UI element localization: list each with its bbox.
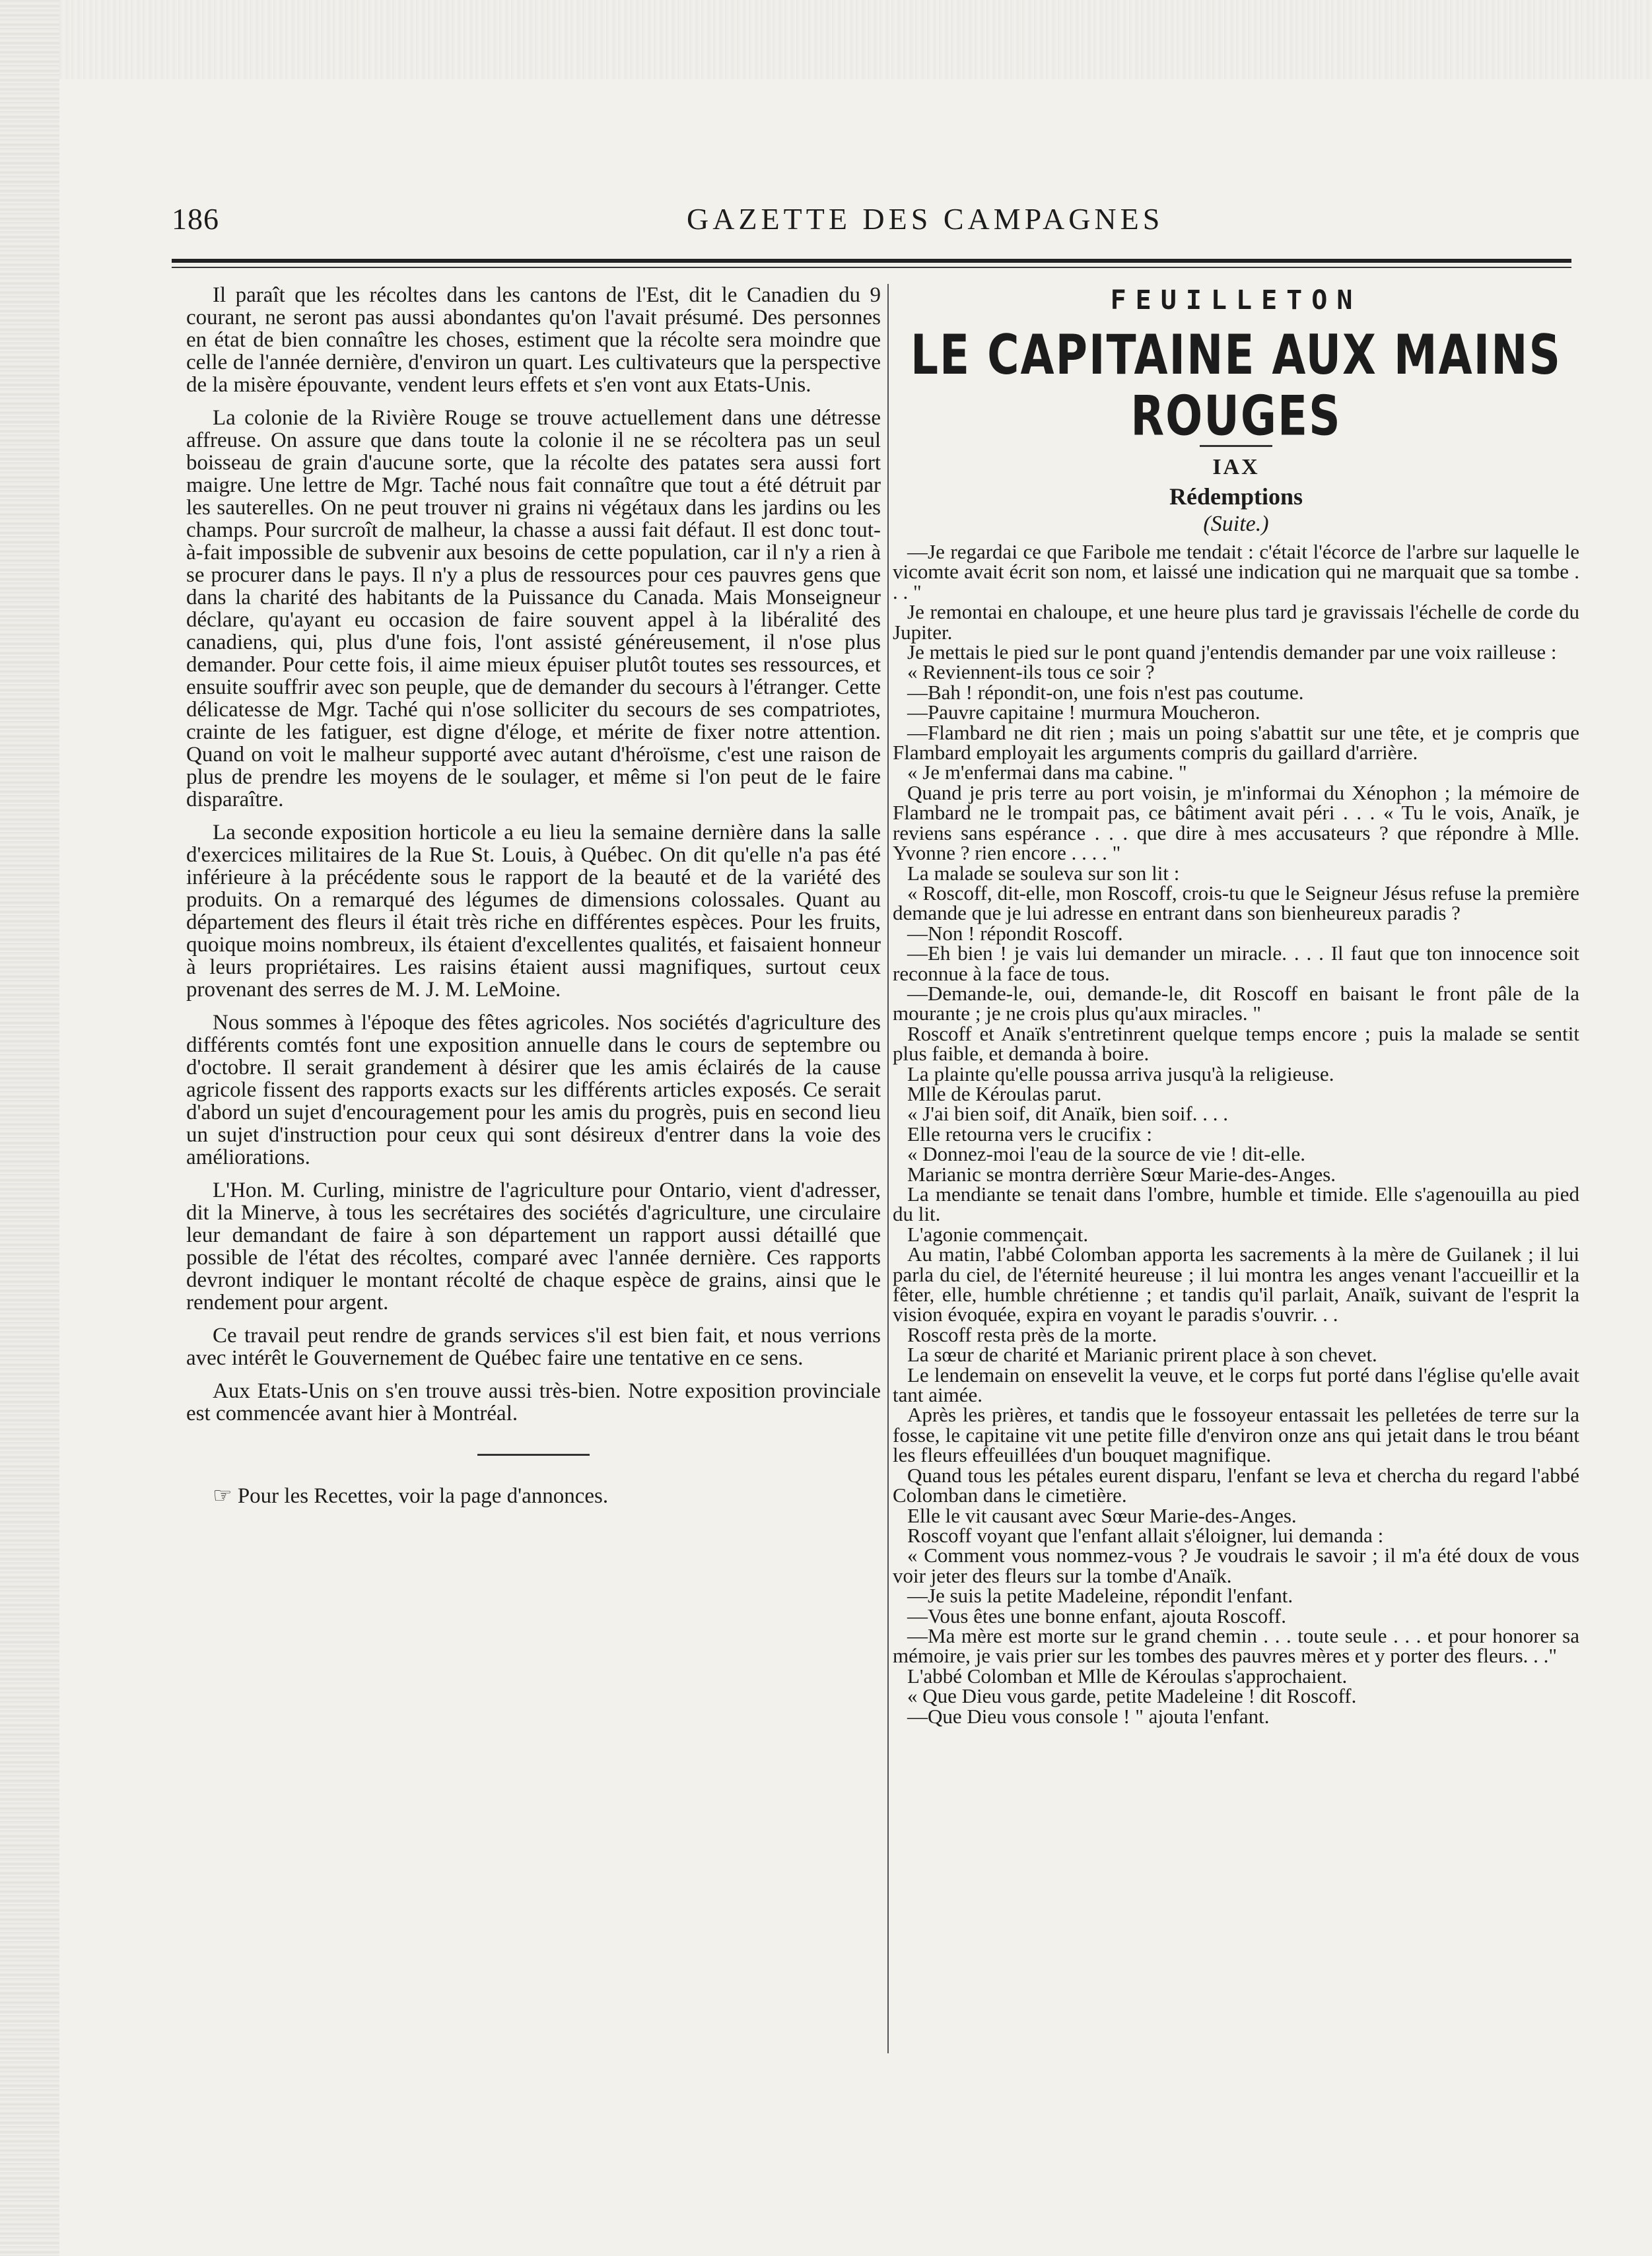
novel-paragraph: « Je m'enfermai dans ma cabine. " xyxy=(907,761,1187,784)
feuilleton-column xyxy=(893,277,1579,2047)
chapter-number: IAX xyxy=(1212,455,1260,479)
novel-paragraph: Roscoff resta près de la morte. xyxy=(907,1322,1157,1346)
feuilleton-label: FEUILLETON xyxy=(1110,285,1362,316)
novel-paragraph: —Flambard ne dit rien ; mais un poing s'abattit sur une tête, et je compris que Flambard employait les arguments compris du gaillard d'arrière. xyxy=(893,720,1579,765)
novel-paragraph: Roscoff voyant que l'enfant allait s'éloigner, lui demanda : xyxy=(907,1523,1384,1547)
news-paragraph: La seconde exposition horticole a eu lieu la semaine dernière dans la salle d'exercices militaires de la Rue St. Louis, à Québec. On dit qu'elle n'a pas été inférieure à la précédente sous le rapport de la beauté et de la variété des produits. On a remarqué des légumes de dimensions colossales. Quant au département des fleurs il était très riche en différentes espèces. Pour les fruits, quoique moins nombreux, ils étaient d'excellentes qualités, et faisaient honneur à leurs propriétaires. Les raisins étaient aussi magnifiques, surtout ceux provenant des serres de M. J. M. LeMoine. xyxy=(186,821,881,1002)
column-divider xyxy=(887,284,889,2053)
novel-paragraph: Marianic se montra derrière Sœur Marie-des-Anges. xyxy=(907,1162,1336,1186)
header-rule-thin xyxy=(172,267,1571,268)
novel-paragraph: Elle le vit causant avec Sœur Marie-des-Anges. xyxy=(907,1503,1297,1527)
news-column xyxy=(186,284,881,2040)
novel-paragraph: Après les prières, et tandis que le fossoyeur entassait les pelletées de terre sur la fosse, le capitaine vit une petite fille d'environ onze ans qui jetait dans le trou béant les fleurs effeuillées d'un bouquet magnifique. xyxy=(893,1403,1579,1467)
novel-paragraph: Le lendemain on ensevelit la veuve, et le corps fut porté dans l'église qu'elle avait tant aimée. xyxy=(893,1363,1579,1407)
novel-paragraph: —Je suis la petite Madeleine, répondit l'enfant. xyxy=(907,1584,1293,1608)
section-separator xyxy=(477,1454,590,1456)
novel-paragraph: La sœur de charité et Marianic prirent place à son chevet. xyxy=(907,1343,1377,1367)
news-paragraph: La colonie de la Rivière Rouge se trouve actuellement dans une détresse affreuse. On assure que dans toute la colonie il ne se récoltera pas un seul boisseau de grain d'aucune sorte, que la récolte des patates sera aussi fort maigre. Une lettre de Mgr. Taché nous fait connaître que tout a été détruit par les sauterelles. On ne peut trouver ni grains ni végétaux dans les jardins ou les champs. Pour surcroît de malheur, la chasse a aussi fait défaut. Il est donc tout-à-fait impossible de subvenir aux besoins de cette population, car il n'y a rien à se procurer dans le pays. Il n'y a plus de ressources pour ces pauvres gens que dans la charité des habitants de la Puissance du Canada. Mais Monseigneur déclare, qu'ayant eu occasion de faire souvent appel à la libéralité des canadiens, qui, plus d'une fois, l'ont assisté généreusement, il n'ose plus demander. Pour cette fois, il aime mieux épuiser plutôt toutes ses ressources, et ensuite souffrir avec son peuple, que de demander du secours à l'étranger. Cette délicatesse de Mgr. Taché qui n'ose solliciter du secours de ses compatriotes, crainte de les fatiguer, est digne d'éloge, et mérite de fixer notre attention. Quand on voit le malheur supporté avec autant d'héroïsme, c'est une raison de plus de prendre les moyens de le soulager, et même si l'on peut de le faire disparaître. xyxy=(186,406,881,811)
novel-paragraph: —Eh bien ! je vais lui demander un miracle. . . . Il faut que ton innocence soit reconnue à la face de tous. xyxy=(893,941,1579,985)
novel-paragraph: —Bah ! répondit-on, une fois n'est pas coutume. xyxy=(907,680,1304,704)
novel-paragraph: La malade se souleva sur son lit : xyxy=(907,861,1180,885)
novel-paragraph: —Non ! répondit Roscoff. xyxy=(907,921,1123,945)
news-paragraph: L'Hon. M. Curling, ministre de l'agriculture pour Ontario, vient d'adresser, dit la Minerve, à tous les secrétaires des sociétés d'agriculture, une circulaire leur demandant de faire à son département un rapport aussi détaillé que possible de l'état des récoltes, comparé avec l'année dernière. Ces rapports devront indiquer le montant récolté de chaque espèce de grains, ainsi que le rendement pour argent. xyxy=(186,1179,881,1315)
page-header xyxy=(172,201,1571,248)
novel-paragraph: « Reviennent-ils tous ce soir ? xyxy=(907,660,1155,684)
novel-paragraph: L'abbé Colomban et Mlle de Kéroulas s'approchaient. xyxy=(907,1664,1348,1688)
header-rule-thick xyxy=(172,259,1571,263)
novel-paragraph: —Pauvre capitaine ! murmura Moucheron. xyxy=(907,701,1260,724)
scan-top-noise xyxy=(59,0,1652,79)
novel-paragraph: —Ma mère est morte sur le grand chemin . . . toute seule . . . et pour honorer sa mémoire, je vais prier sur les tombes des pauvres mères et y porter des fleurs. . ." xyxy=(893,1624,1579,1668)
scan-edge-noise xyxy=(0,0,59,2256)
news-paragraph: Il paraît que les récoltes dans les cantons de l'Est, dit le Canadien du 9 courant, ne seront pas aussi abondantes qu'on l'avait présumé. Des personnes en état de bien connaître les choses, estiment que la récolte sera moindre que celle de l'année dernière, d'environ un quart. Les cultivateurs que la perspective de la misère épouvante, vendent leurs effets et s'en vont aux Etats-Unis. xyxy=(186,283,881,397)
novel-paragraph: Roscoff et Anaïk s'entretinrent quelque temps encore ; puis la malade se sentit plus faible, et demanda à boire. xyxy=(893,1021,1579,1066)
novel-paragraph: « Donnez-moi l'eau de la source de vie ! dit-elle. xyxy=(907,1142,1305,1166)
novel-paragraph: « Roscoff, dit-elle, mon Roscoff, crois-tu que le Seigneur Jésus refuse la première demande que je lui adresse en entrant dans son bienheureux paradis ? xyxy=(893,881,1579,925)
novel-paragraph: —Demande-le, oui, demande-le, dit Roscoff en baisant le front pâle de la mourante ; je ne crois plus qu'aux miracles. " xyxy=(893,981,1579,1025)
novel-paragraph: Au matin, l'abbé Colomban apporta les sacrements à la mère de Guilanek ; il lui parla du ciel, de l'éternité heureuse ; il lui montra les anges venant l'accueillir et la fêter, elle, humble chrétienne ; et tandis qu'il parlait, Anaïk, suivant de l'esprit la vision évoquée, expira en voyant le paradis s'ouvrir. . . xyxy=(893,1243,1579,1326)
novel-paragraph: Je remontai en chaloupe, et une heure plus tard je gravissais l'échelle de corde du Jupiter. xyxy=(893,600,1579,644)
novel-paragraph: La mendiante se tenait dans l'ombre, humble et timide. Elle s'agenouilla au pied du lit. xyxy=(893,1182,1579,1226)
novel-paragraph: —Vous êtes une bonne enfant, ajouta Roscoff. xyxy=(907,1604,1286,1627)
novel-paragraph: Je mettais le pied sur le pont quand j'entendis demander par une voix railleuse : xyxy=(907,640,1557,664)
news-paragraph: Ce travail peut rendre de grands services s'il est bien fait, et nous verrions avec intérêt le Gouvernement de Québec faire une tentative en ce sens. xyxy=(186,1324,881,1370)
novel-paragraph: —Que Dieu vous console ! " ajouta l'enfant. xyxy=(907,1704,1270,1728)
journal-title: GAZETTE DES CAMPAGNES xyxy=(687,202,1164,236)
novel-paragraph: —Je regardai ce que Faribole me tendait : c'était l'écorce de l'arbre sur laquelle le vicomte avait écrit son nom, et laissé une indication qui ne marquait que sa tombe . . . " xyxy=(893,540,1579,603)
novel-paragraph: Mlle de Kéroulas parut. xyxy=(907,1081,1102,1105)
novel-paragraph: Quand tous les pétales eurent disparu, l'enfant se leva et chercha du regard l'abbé Colomban dans le cimetière. xyxy=(893,1463,1579,1507)
novel-paragraph: « Que Dieu vous garde, petite Madeleine ! dit Roscoff. xyxy=(907,1684,1357,1708)
news-paragraph: Aux Etats-Unis on s'en trouve aussi très-bien. Notre exposition provinciale est commencée avant hier à Montréal. xyxy=(186,1379,881,1425)
novel-paragraph: « J'ai bien soif, dit Anaïk, bien soif. . . . xyxy=(907,1102,1229,1126)
novel-text xyxy=(893,542,1579,1726)
recipes-notice: ☞ Pour les Recettes, voir la page d'annonces. xyxy=(213,1484,609,1508)
chapter-title: Rédemptions xyxy=(1169,483,1303,510)
novel-paragraph: Elle retourna vers le crucifix : xyxy=(907,1122,1152,1145)
novel-paragraph: Quand je pris terre au port voisin, je m'informai du Xénophon ; la mémoire de Flambard ne le trompait pas, ce bâtiment avait péri . . . « Tu le vois, Anaïk, je reviens sans espérance . . . que dire à mes accusateurs ? que répondre à Mlle. Yvonne ? rien encore . . . . " xyxy=(893,780,1579,865)
chapter-suite: (Suite.) xyxy=(1203,512,1269,536)
novel-paragraph: L'agonie commençait. xyxy=(907,1222,1089,1246)
novel-title: LE CAPITAINE AUX MAINS ROUGES xyxy=(911,323,1562,448)
news-paragraph: Nous sommes à l'époque des fêtes agricoles. Nos sociétés d'agriculture des différents comtés font une exposition annuelle dans le cours de septembre ou d'octobre. Il serait grandement à désirer que les amis éclairés de la cause agricole fissent des rapports exacts sur les différents articles exposés. Ce serait d'abord un sujet d'encouragement pour les amis du progrès, puis en second lieu un sujet d'instruction pour ceux qui sont désireux d'entrer dans la voie des améliorations. xyxy=(186,1011,881,1169)
novel-paragraph: La plainte qu'elle poussa arriva jusqu'à la religieuse. xyxy=(907,1062,1334,1085)
novel-paragraph: « Comment vous nommez-vous ? Je voudrais le savoir ; il m'a été doux de vous voir jeter des fleurs sur la tombe d'Anaïk. xyxy=(893,1544,1579,1587)
page-number: 186 xyxy=(172,202,219,236)
